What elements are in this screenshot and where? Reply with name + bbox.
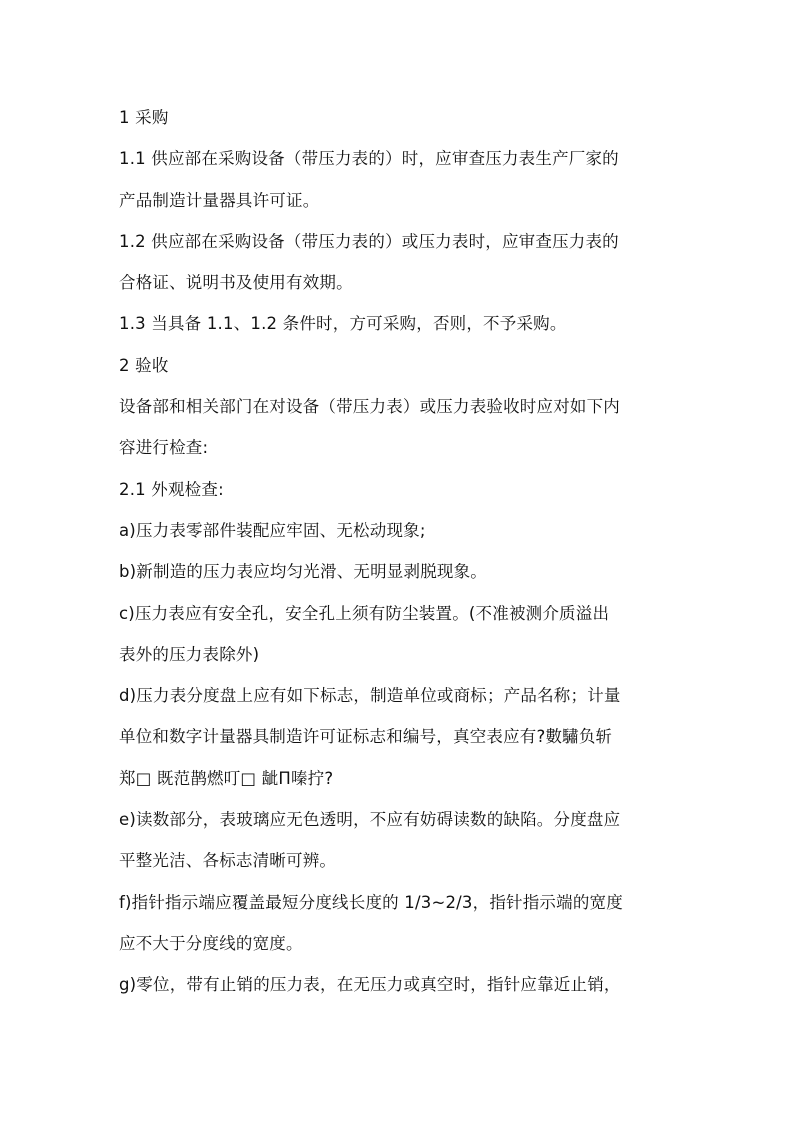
clause-1-2: 1.2 供应部在采购设备（带压力表的）或压力表时，应审查压力表的 bbox=[119, 231, 619, 251]
item-e-continued: 平整光洁、各标志清晰可辨。 bbox=[119, 851, 337, 871]
acceptance-intro: 设备部和相关部门在对设备（带压力表）或压力表验收时应对如下内 bbox=[119, 397, 620, 417]
acceptance-intro-continued: 容进行检查: bbox=[119, 438, 209, 458]
item-b: b)新制造的压力表应均匀光滑、无明显剥脱现象。 bbox=[119, 562, 488, 582]
clause-1-3: 1.3 当具备 1.1、1.2 条件时，方可采购，否则，不予采购。 bbox=[119, 314, 567, 334]
item-a: a)压力表零部件装配应牢固、无松动现象; bbox=[119, 520, 426, 540]
heading-procurement: 1 采购 bbox=[119, 108, 169, 127]
item-g: g)零位，带有止销的压力表，在无压力或真空时，指针应靠近止销， bbox=[119, 975, 621, 995]
document-body bbox=[119, 97, 679, 1006]
item-d-continued: 单位和数字计量器具制造许可证标志和编号，真空表应有?數驌负斩 bbox=[119, 727, 613, 747]
item-f: f)指针指示端应覆盖最短分度线长度的 1/3~2/3，指针指示端的宽度 bbox=[119, 892, 623, 912]
heading-acceptance: 2 验收 bbox=[119, 355, 169, 375]
item-c-continued: 表外的压力表除外) bbox=[119, 644, 260, 664]
item-f-continued: 应不大于分度线的宽度。 bbox=[119, 933, 303, 953]
item-d: d)压力表分度盘上应有如下标志，制造单位或商标；产品名称；计量 bbox=[119, 686, 621, 706]
clause-1-1: 1.1 供应部在采购设备（带压力表的）时，应审查压力表生产厂家的 bbox=[119, 149, 619, 169]
clause-1-2-continued: 合格证、说明书及使用有效期。 bbox=[119, 273, 353, 293]
clause-2-1: 2.1 外观检查: bbox=[119, 479, 224, 499]
item-d-garbled-text: 郑□ 既范鹊燃叮□ 龇П嗪拧? bbox=[119, 768, 334, 788]
clause-1-1-continued: 产品制造计量器具许可证。 bbox=[119, 190, 320, 210]
item-c: c)压力表应有安全孔，安全孔上须有防尘装置。(不准被测介质溢出 bbox=[119, 603, 610, 623]
item-e: e)读数部分，表玻璃应无色透明，不应有妨碍读数的缺陷。分度盘应 bbox=[119, 810, 621, 830]
